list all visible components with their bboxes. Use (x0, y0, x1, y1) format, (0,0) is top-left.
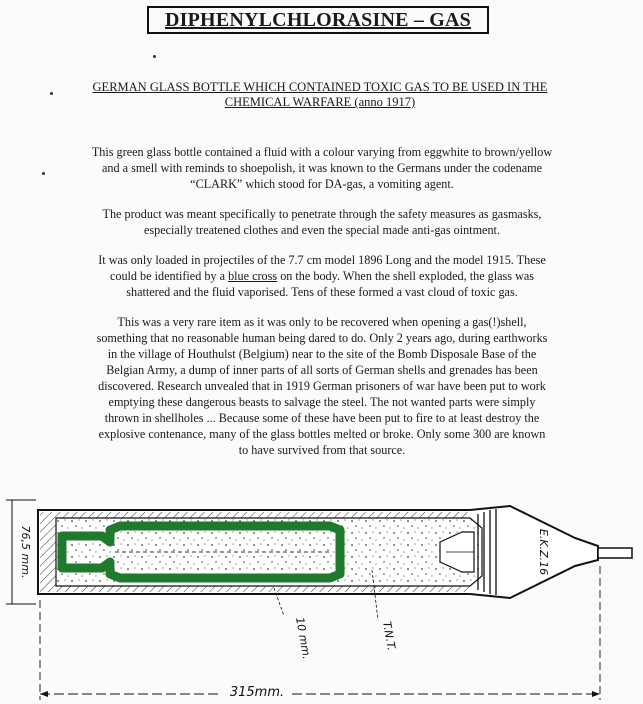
subtitle-line-2: CHEMICAL WARFARE (anno 1917) (224, 95, 416, 109)
paragraph-purpose (48, 206, 596, 238)
paragraph-line: explosive contenance, many of the glass bottles melted or broke. Only some 300 are known (98, 427, 546, 441)
shell-wall-bottom (40, 586, 470, 592)
paragraph-line: This green glass bottle contained a fluid with a colour varying from eggwhite to brown/yellow (91, 145, 553, 159)
scan-speck (153, 55, 156, 58)
shell-base-wall (40, 518, 56, 586)
shell-cross-section-diagram (0, 470, 643, 704)
fuze-label: E.K.Z.16 (537, 528, 550, 576)
blue-cross-text: blue cross (228, 269, 278, 283)
shell-wall-top (40, 512, 470, 518)
paragraph-projectiles (48, 252, 596, 300)
paragraph-history (48, 314, 596, 458)
paragraph-line: in the village of Houthulst (Belgium) near to the site of the Bomb Disposale Base of the (107, 347, 537, 361)
paragraph-line: to have survived from that source. (238, 443, 406, 457)
diameter-label: 76,5 mm. (19, 525, 32, 579)
paragraph-line (48, 268, 596, 284)
tnt-label: T.N.T. (380, 620, 398, 652)
document-subtitle (60, 80, 580, 110)
paragraph-line: and a smell with reminds to shoepolish, it was known to the Germans under the codename (101, 161, 542, 175)
paragraph-text: could be identified by a (109, 269, 229, 283)
subtitle-line-1: GERMAN GLASS BOTTLE WHICH CONTAINED TOXIC GAS TO BE USED IN THE (92, 80, 548, 94)
scan-speck (42, 172, 45, 175)
length-label: 315mm. (229, 685, 285, 700)
paragraph-line: Belgian Army, a dump of inner parts of all sorts of German shells and grenades has been (106, 363, 538, 377)
paragraph-line: This was a very rare item as it was only to be recovered when opening a gas(!)shell, (117, 315, 527, 329)
paragraph-line: thrown in shellholes ... Because some of these have been put to fire to at least destroy the (104, 411, 540, 425)
paragraph-line: It was only loaded in projectiles of the 7.7 cm model 1896 Long and the model 1915. These (98, 253, 546, 267)
paragraph-line: “CLARK” which stood for DA-gas, a vomiting agent. (190, 177, 454, 191)
scan-speck (50, 92, 53, 95)
fuze-tip (598, 548, 632, 558)
paragraph-line: especially treatened clothes and even the special made anti-gas ointment. (143, 223, 500, 237)
paragraph-line: something that no reasonable human being dared to do. Only 2 years ago, during earthworks (96, 331, 548, 345)
document-title: DIPHENYLCHLORASINE – GAS (147, 6, 489, 34)
paragraph-line: The product was meant specifically to penetrate through the safety measures as gasmasks, (102, 207, 542, 221)
paragraph-line: shattered and the fluid vaporised. Tens of these formed a vast cloud of toxic gas. (126, 285, 518, 299)
paragraph-description (48, 144, 596, 192)
paragraph-line: emptying these dangerous beasts to salvage the steel. The not wanted parts were simply (108, 395, 536, 409)
bottle-thickness-label: 10 mm. (293, 616, 314, 661)
paragraph-text: on the body. When the shell exploded, the glass was (277, 269, 535, 283)
paragraph-line: discovered. Research unvealed that in 1919 German prisoners of war have been put to work (98, 379, 546, 393)
